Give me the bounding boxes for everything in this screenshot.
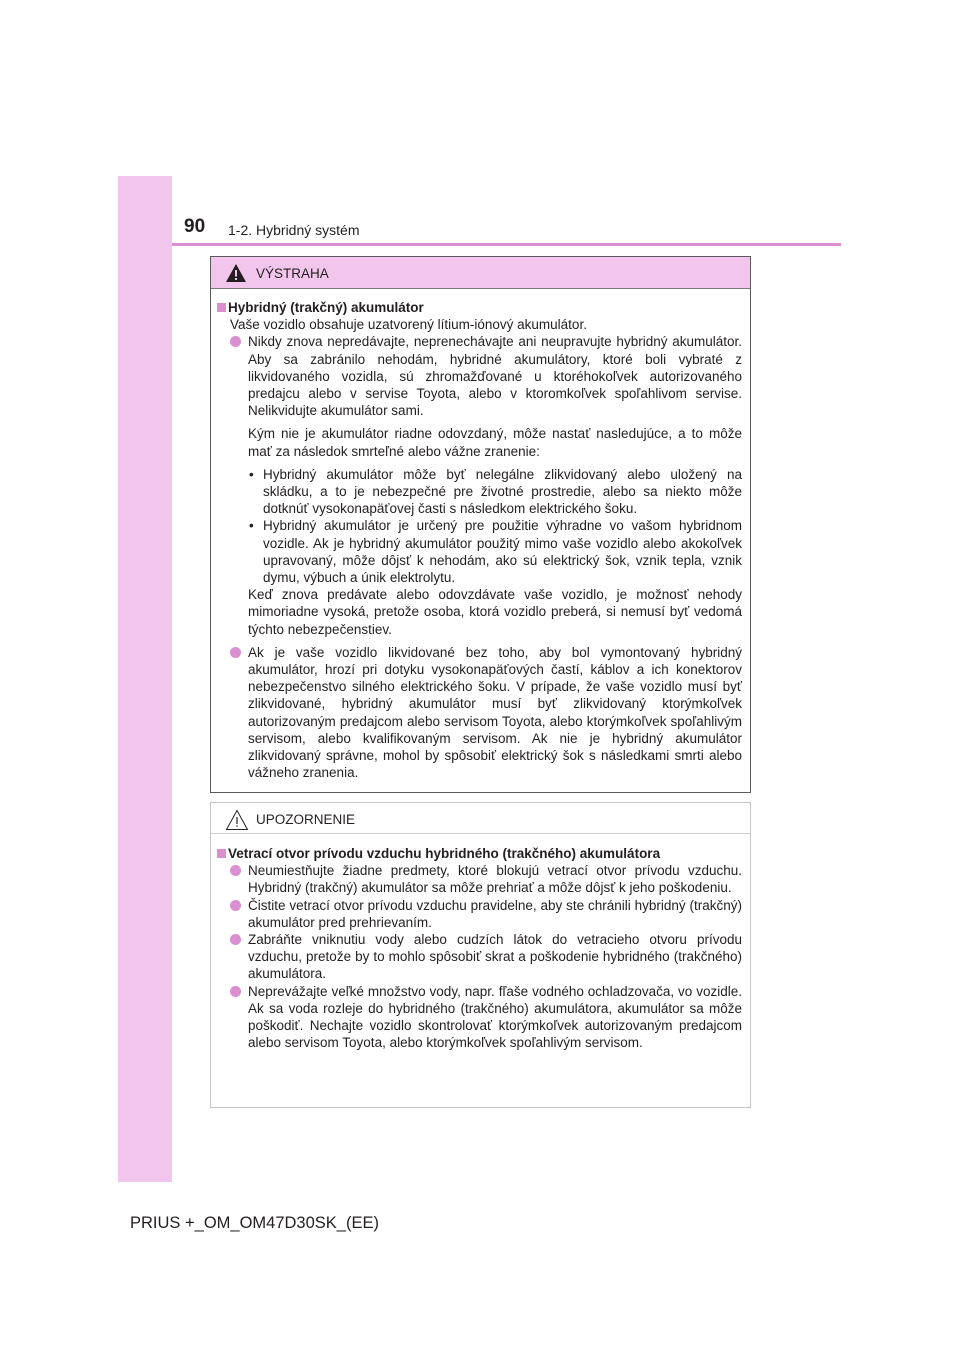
caution-content [217,845,742,1051]
section-title: 1-2. Hybridný systém [228,222,360,238]
warning-header [211,257,750,289]
bullet-dot-icon [230,647,241,658]
warning-bullet: Ak je vaše vozidlo likvidované bez toho, aby bol vymontovaný hybridný akumulátor, hrozí pri dotyku vysokonapäťových častí, káblov a ich konektorov nebezpečenstvo silného elektrického šoku. V prípade, že vaše vozidlo musí byť zlikvidované, hybridný akumulátor musí byť zlikvidovaný ktorýmkoľvek autorizovaným predajcom alebo servisom Toyota, alebo ktorýmkoľvek spoľahlivým servisom, alebo kvalifikovaným servisom. Ak nie je hybridný akumulátor zlikvidovaný správne, mohol by spôsobiť elektrický šok s následkami smrti alebo vážneho zranenia. [217,644,742,782]
caution-bullet: Neprevážajte veľké množstvo vody, napr. fľaše vodného ochladzovača, vo vozidle. Ak sa voda rozleje do hybridného (trakčného) akumulátora, akumulátor sa môže poškodiť. Nechajte vozidlo skontrolovať ktorýmkoľvek autorizovaným predajcom alebo servisom Toyota, alebo ktorýmkoľvek spoľahlivým servisom. [217,983,742,1052]
caution-bullet: Čistite vetrací otvor prívodu vzduchu pravidelne, aby ste chránili hybridný (trakčný) akumulátor pred prehrievaním. [217,897,742,931]
bullet-dot-icon [230,865,241,876]
warning-content [217,299,742,781]
page-number: 90 [184,216,206,237]
warning-label: VÝSTRAHA [256,266,329,281]
document-code: PRIUS +_OM_OM47D30SK_(EE) [130,1214,379,1232]
caution-bullet: Zabráňte vniknutiu vody alebo cudzích látok do vetracieho otvoru prívodu vzduchu, pretože by to mohlo spôsobiť skrat a poškodenie hybridného (trakčného) akumulátora. [217,931,742,983]
chapter-tab-strip [118,176,172,1182]
caution-label: UPOZORNENIE [256,812,356,827]
caution-box [210,802,751,1108]
warning-paragraph: Kým nie je akumulátor riadne odovzdaný, môže nastať nasledujúce, a to môže mať za následok smrteľné alebo vážne zranenie: [248,426,742,459]
section-square-icon [217,303,226,312]
bullet-dot-icon [230,336,241,347]
warning-box [210,256,751,793]
warning-heading [217,299,742,316]
bullet-dot-icon [230,934,241,945]
header-divider [172,243,841,246]
warning-triangle-icon [225,263,247,283]
warning-intro: Vaše vozidlo obsahuje uzatvorený lítium-iónový akumulátor. [230,317,587,333]
warning-heading-text: Hybridný (trakčný) akumulátor [228,300,424,315]
sub-bullet-mark: • [249,466,254,482]
caution-triangle-icon [225,809,249,831]
caution-heading-text: Vetrací otvor prívodu vzduchu hybridného (trakčného) akumulátora [228,846,661,861]
warning-paragraph: Keď znova predávate alebo odovzdávate vaše vozidlo, je možnosť nehody mimoriadne vysoká, pretože osoba, ktorá vozidlo preberá, si nemusí byť vedomá týchto nebezpečenstiev. [248,587,742,637]
caution-bullet: Neumiestňujte žiadne predmety, ktoré blokujú vetrací otvor prívodu vzduchu. Hybridný (trakčný) akumulátor sa môže prehriať a môže dôjsť k jeho poškodeniu. [217,862,742,896]
warning-sub-item: • Hybridný akumulátor môže byť nelegálne zlikvidovaný alebo uložený na skládku, a to je nebezpečné pre životné prostredie, alebo sa niekto môže dotknúť vysokonapäťovej časti s následkom elektrického šoku. [249,466,742,517]
bullet-dot-icon [230,986,241,997]
sub-bullet-mark: • [249,518,254,534]
caution-header [211,803,750,834]
caution-heading [217,845,742,862]
warning-bullet: Nikdy znova nepredávajte, neprenechávajte ani neupravujte hybridný akumulátor. Aby sa zabránilo nehodám, hybridné akumulátory, ktoré boli vybraté z likvidovaného vozidla, sú zhromažďované u ktoréhokoľvek autorizovaného predajcu alebo v servise Toyota, alebo v ktoromkoľvek spoľahlivom servise. Nelikvidujte akumulátor sami. [217,333,742,419]
warning-sub-item: • Hybridný akumulátor je určený pre použitie výhradne vo vašom hybridnom vozidle. Ak je hybridný akumulátor použitý mimo vaše vozidlo alebo akokoľvek upravovaný, môže dôjsť k nehodám, ako sú elektrický šok, vznik tepla, vznik dymu, výbuch a únik elektrolytu. [249,518,742,586]
bullet-dot-icon [230,900,241,911]
section-square-icon [217,849,226,858]
